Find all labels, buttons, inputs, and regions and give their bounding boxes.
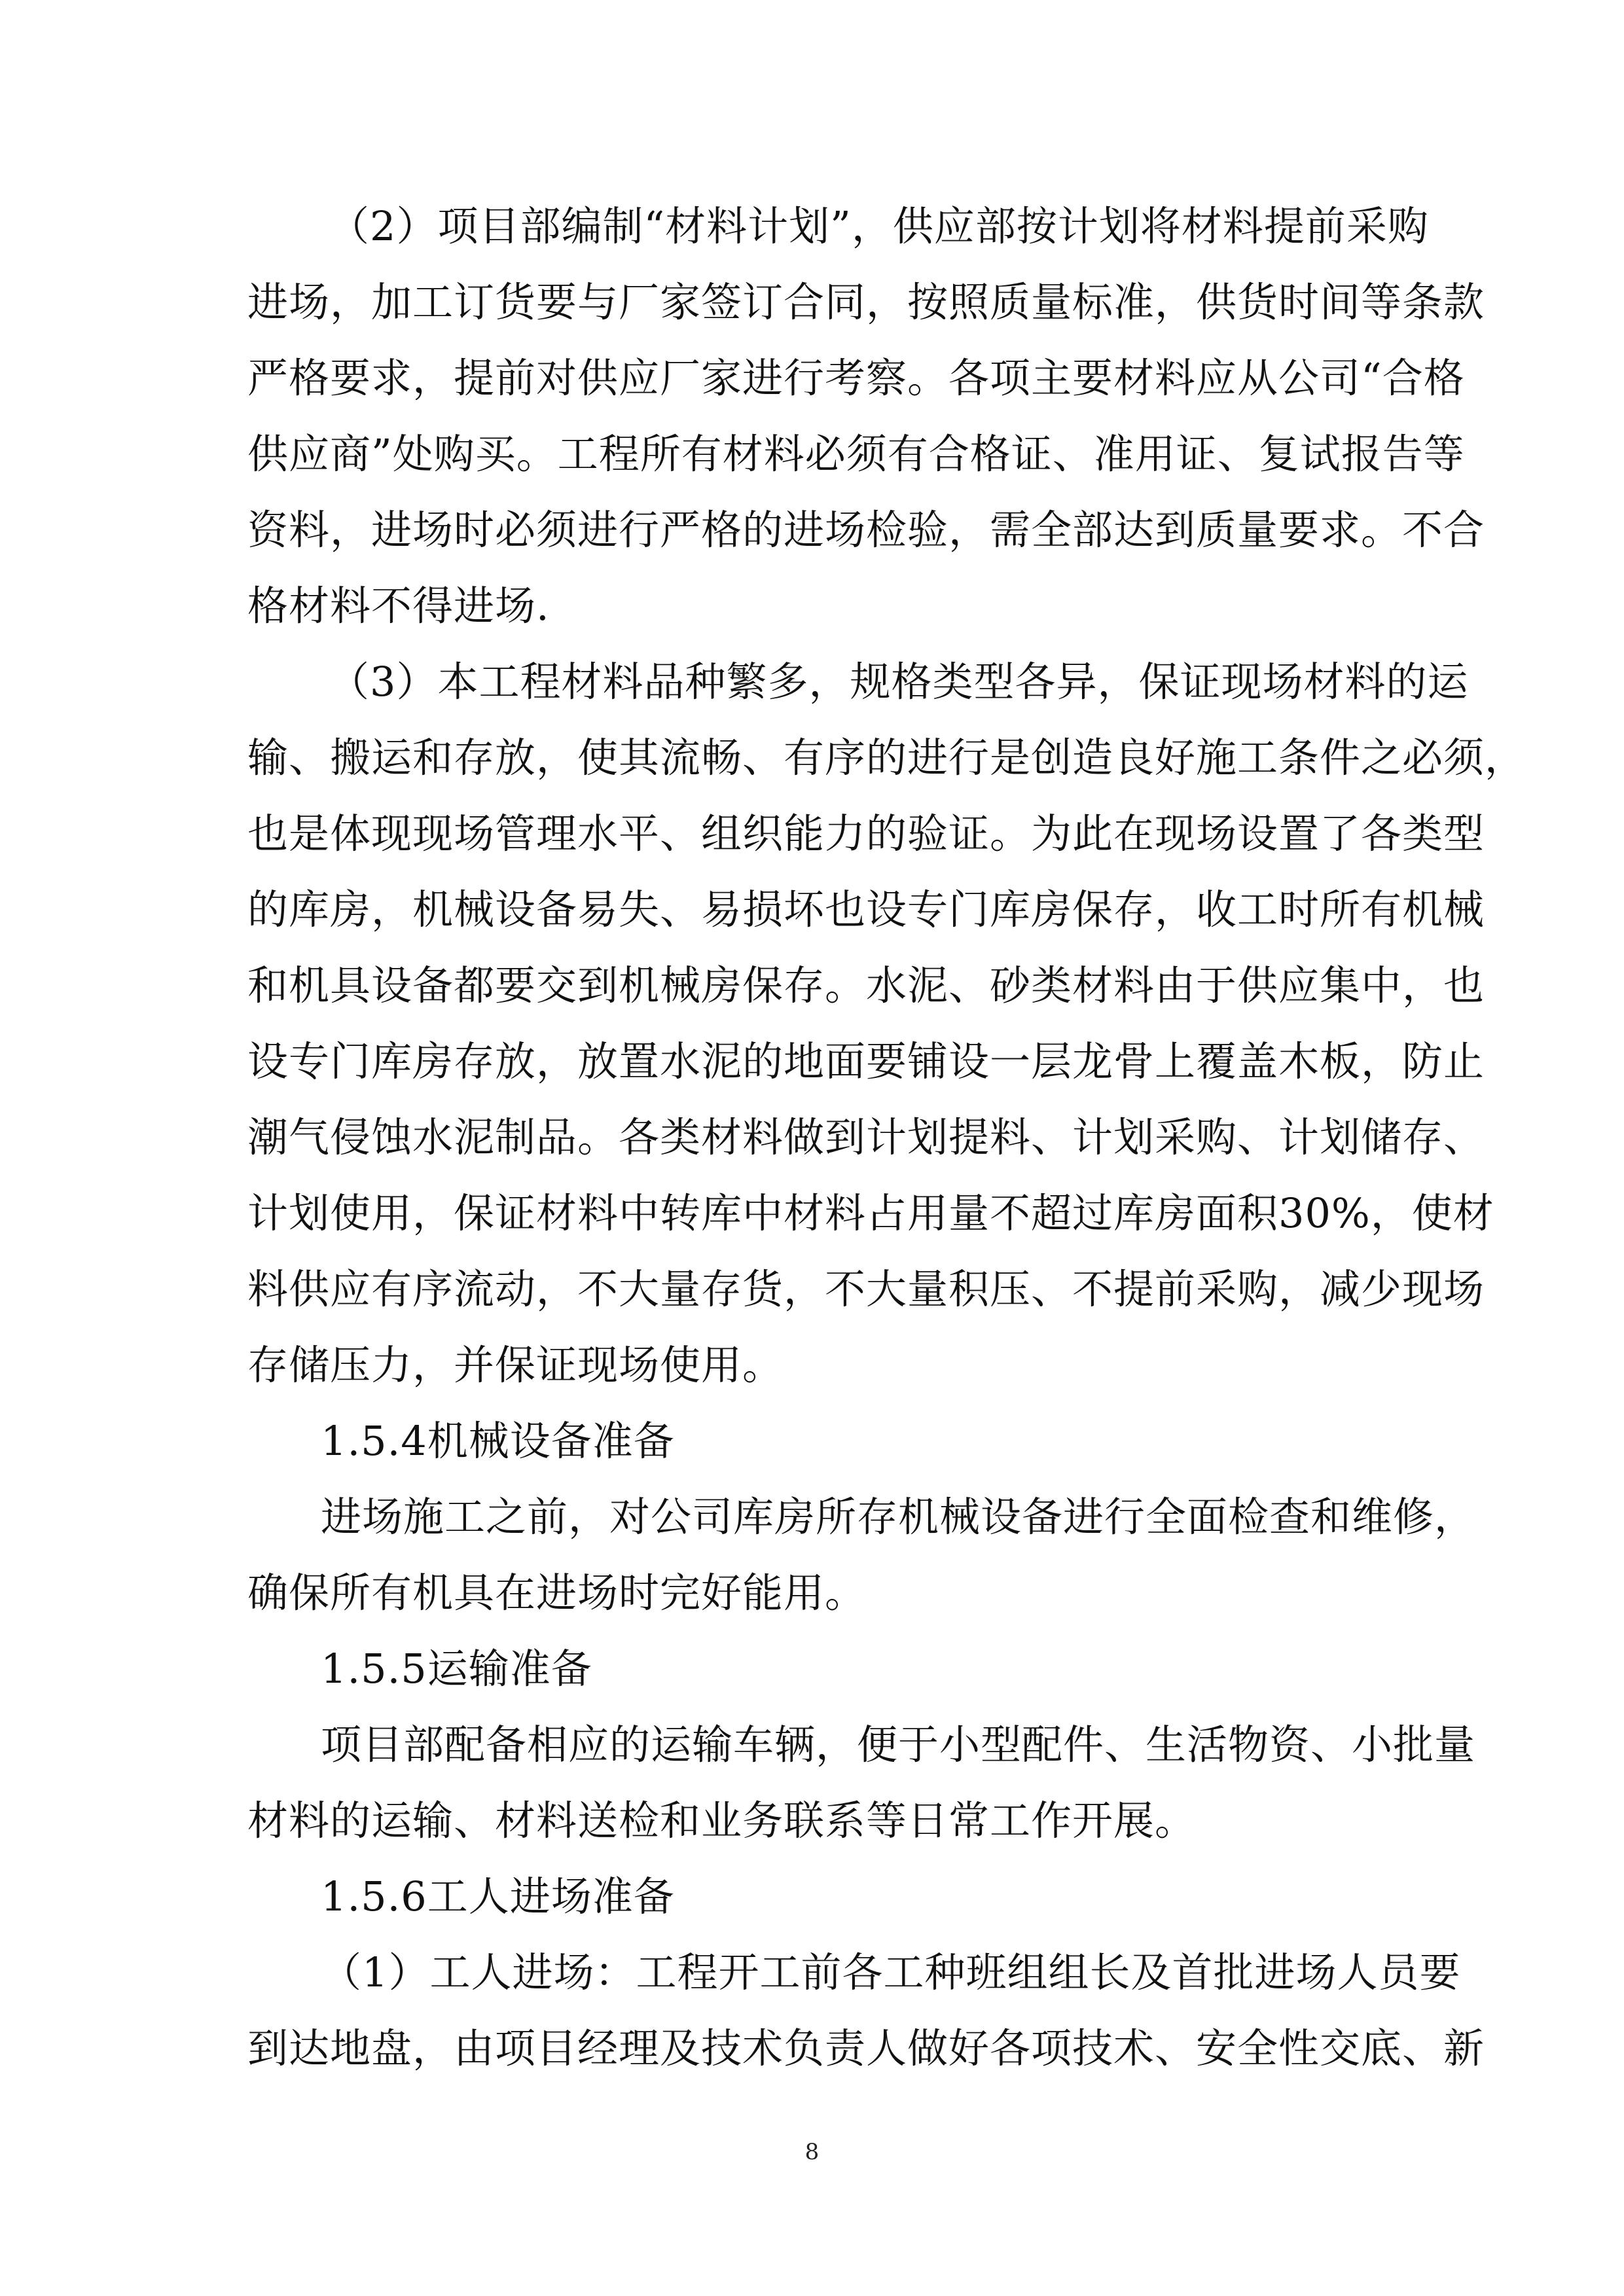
page-body (247, 188, 1526, 2087)
paragraph-line: 设专门库房存放，放置水泥的地面要铺设一层龙骨上覆盖木板，防止 (247, 1037, 1485, 1085)
paragraph-line: 进场，加工订货要与厂家签订合同，按照质量标准，供货时间等条款 (247, 278, 1485, 326)
paragraph-line: 存储压力，并保证现场使用。 (247, 1341, 784, 1389)
section-heading: 1.5.4机械设备准备 (321, 1417, 675, 1465)
paragraph-line: 确保所有机具在进场时完好能用。 (247, 1569, 867, 1617)
paragraph-line: 也是体现现场管理水平、组织能力的验证。为此在现场设置了各类型 (247, 810, 1485, 857)
paragraph-line: 潮气侵蚀水泥制品。各类材料做到计划提料、计划采购、计划储存、 (247, 1113, 1485, 1161)
paragraph-line: （2）项目部编制“材料计划”，供应部按计划将材料提前采购 (329, 202, 1429, 250)
paragraph-line: 和机具设备都要交到机械房保存。水泥、砂类材料由于供应集中，也 (247, 961, 1485, 1009)
paragraph-line: 项目部配备相应的运输车辆，便于小型配件、生活物资、小批量 (321, 1721, 1476, 1768)
paragraph-line: 进场施工之前，对公司库房所存机械设备进行全面检查和维修， (321, 1493, 1476, 1541)
section-heading: 1.5.6工人进场准备 (321, 1873, 675, 1920)
paragraph-line: 的库房，机械设备易失、易损坏也设专门库房保存，收工时所有机械 (247, 886, 1485, 933)
paragraph-line: 料供应有序流动，不大量存货，不大量积压、不提前采购，减少现场 (247, 1265, 1485, 1313)
paragraph-line: 资料，进场时必须进行严格的进场检验，需全部达到质量要求。不合 (247, 506, 1485, 554)
section-heading: 1.5.5运输准备 (321, 1645, 592, 1693)
paragraph-line: 材料的运输、材料送检和业务联系等日常工作开展。 (247, 1797, 1197, 1844)
paragraph-line: 格材料不得进场. (247, 582, 550, 630)
paragraph-line: 计划使用，保证材料中转库中材料占用量不超过库房面积30%，使材 (247, 1189, 1494, 1237)
paragraph-line: 供应商”处购买。工程所有材料必须有合格证、准用证、复试报告等 (247, 430, 1465, 478)
paragraph-line: 输、搬运和存放，使其流畅、有序的进行是创造良好施工条件之必须， (247, 734, 1526, 781)
page-number: 8 (804, 2139, 820, 2165)
paragraph-line: 到达地盘，由项目经理及技术负责人做好各项技术、安全性交底、新 (247, 2024, 1485, 2072)
paragraph-line: （3）本工程材料品种繁多，规格类型各异，保证现场材料的运 (329, 658, 1469, 706)
paragraph-line: （1）工人进场：工程开工前各工种班组组长及首批进场人员要 (321, 1948, 1461, 1996)
paragraph-line: 严格要求，提前对供应厂家进行考察。各项主要材料应从公司“合格 (247, 354, 1465, 402)
